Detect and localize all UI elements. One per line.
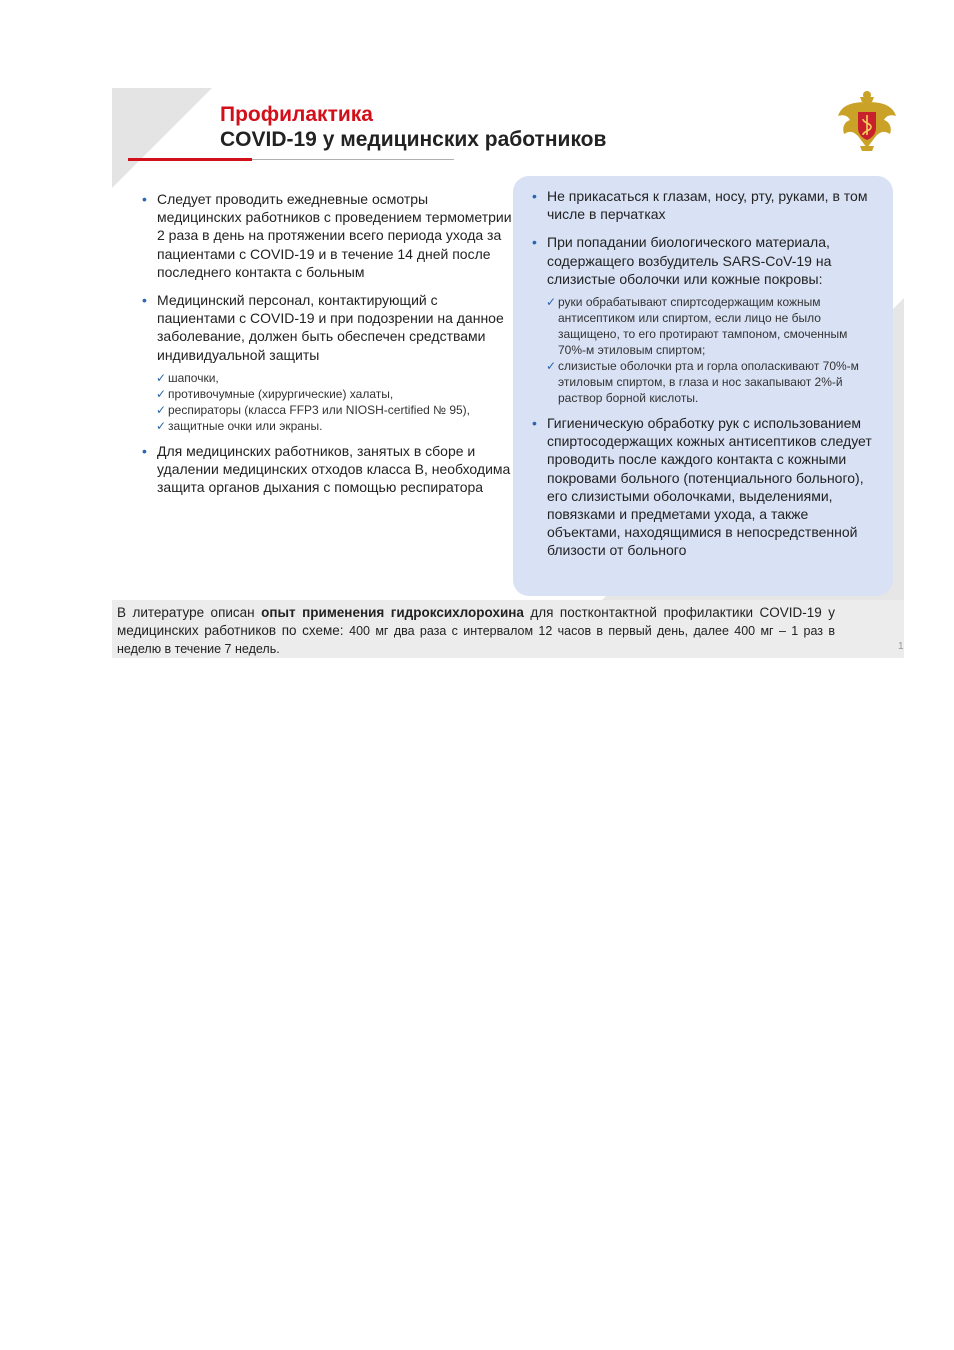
right-bullet-text: Гигиеническую обработку рук с использованием спиртосодержащих кожных антисептиков следует проводить после каждого контакта с кожными покровами больного (потенциального больного), его слизистыми оболочками, выделениями, повязками и предметами ухода, а также объектами, находящимися в непосредственной близости от больного [547,415,872,559]
left-column [142,190,514,506]
ppe-item [156,386,514,402]
ppe-checklist [156,370,514,434]
checkmark-icon: ✓ [546,359,557,374]
left-bullet-text: Для медицинских работников, занятых в сборе и удалении медицинских отходов класса В, необходима защита органов дыхания с помощью респиратора [157,442,511,496]
left-bullet-2 [142,291,514,364]
title-line-1: Профилактика [220,103,373,126]
ppe-item-text: противочумные (хирургические) халаты, [168,386,394,401]
footer-bold: опыт применения гидроксихлорохина [261,605,524,620]
right-bullet-text: При попадании биологического материала, содержащего возбудитель SARS-CoV-19 на слизистые оболочки или кожные покровы: [547,234,832,287]
title-underline-gray [252,159,454,160]
bullet-dot-icon: • [142,442,147,459]
slide-title [220,102,606,152]
title-underline-red [128,158,252,161]
exposure-item [546,294,877,358]
footer-part-1: В литературе описан [117,605,255,620]
right-column [532,187,877,570]
exposure-item-text: руки обрабатывают спиртсодержащим кожным антисептиком или спиртом, если лицо не было защищено, то его протирают тампоном, смоченным 70%-м этиловым спиртом; [558,295,848,358]
bullet-dot-icon: • [142,191,147,207]
left-bullet-text: Следует проводить ежедневные осмотры медицинских работников с проведением термометрии 2 раза в день на протяжении всего периода ухода за пациентами с COVID-19 и в течение 14 дней после последнего контакта с больным [157,191,512,280]
checkmark-icon: ✓ [156,418,167,433]
ppe-item [156,370,514,386]
exposure-checklist [546,294,877,406]
title-line-2: COVID-19 у медицинских работников [220,128,607,151]
exposure-item [546,358,877,406]
slide [112,88,904,658]
bullet-dot-icon: • [532,188,537,204]
left-bullet-text: Медицинский персонал, контактирующий с пациентами с COVID-19 и при подозрении на данное заболевание, должен быть обеспечен средствами индивидуальной защиты [157,292,504,363]
ppe-item [156,418,514,434]
emblem-icon [836,88,898,154]
checkmark-icon: ✓ [156,402,167,417]
corner-decoration-top-left [112,88,212,188]
footer-note [117,604,835,658]
checkmark-icon: ✓ [156,370,167,385]
ppe-item-text: респираторы (класса FFP3 или NIOSH-certified № 95), [168,402,471,417]
page-number: 1 [898,641,904,652]
right-bullet-2 [532,233,877,288]
right-bullet-3 [532,414,877,560]
checkmark-icon: ✓ [546,295,557,310]
bullet-dot-icon: • [142,292,147,309]
right-bullet-text: Не прикасаться к глазам, носу, рту, руками, в том числе в перчатках [547,188,868,223]
ppe-item-text: защитные очки или экраны. [168,418,323,433]
checkmark-icon: ✓ [156,386,167,401]
footer-part-3: 400 мг два раза с интервалом 12 часов в первый день, далее 400 мг – 1 раз в неделю в течение 7 недель. [117,624,835,656]
exposure-item-text: слизистые оболочки рта и горла ополаскивают 70%-м этиловым спиртом, в глаза и нос закапывают 2%-й раствор борной кислоты. [558,359,859,406]
ppe-item [156,402,514,418]
left-bullet-3 [142,442,514,497]
bullet-dot-icon: • [532,234,537,251]
right-bullet-1 [532,187,877,223]
left-bullet-1 [142,190,514,281]
bullet-dot-icon: • [532,415,537,432]
footer-part-2: для постконтактной профилактики COVID-19 у медицинских работников по схеме: [117,605,835,638]
ppe-item-text: шапочки, [168,370,219,385]
